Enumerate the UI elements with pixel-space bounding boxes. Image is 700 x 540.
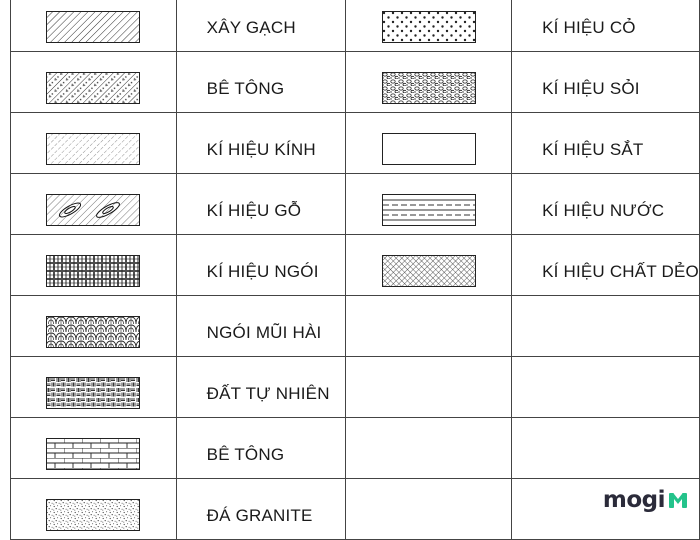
table-row <box>11 113 700 174</box>
mogi-logo <box>603 487 688 513</box>
wood-hatch-icon <box>46 194 140 226</box>
legend-label: KÍ HIỆU CHẤT DẺO <box>542 262 699 281</box>
empty-cell <box>346 418 512 479</box>
hatch-legend-table <box>10 0 700 540</box>
empty-cell <box>512 296 700 357</box>
empty-cell <box>346 357 512 418</box>
plastic-hatch-icon <box>382 255 476 287</box>
table-row <box>11 235 700 296</box>
legend-label: XÂY GẠCH <box>206 18 296 37</box>
legend-label: BÊ TÔNG <box>206 445 285 464</box>
glass-hatch-icon <box>46 133 140 165</box>
fish-scale-tile-hatch-icon <box>46 316 140 348</box>
steel-hatch-icon <box>382 133 476 165</box>
block-hatch-icon <box>46 438 140 470</box>
legend-label: KÍ HIỆU SỎI <box>542 79 640 98</box>
legend-label: KÍ HIỆU NƯỚC <box>542 201 665 220</box>
table-row <box>11 174 700 235</box>
empty-cell <box>346 296 512 357</box>
empty-cell <box>346 479 512 540</box>
roof-tile-hatch-icon <box>46 255 140 287</box>
table-row <box>11 0 700 52</box>
logo-text: mogi <box>602 487 665 513</box>
brick-hatch-icon <box>46 11 140 43</box>
logo-mark-icon <box>668 490 688 510</box>
granite-hatch-icon <box>46 499 140 531</box>
legend-label: KÍ HIỆU SẮT <box>542 140 644 159</box>
legend-label: KÍ HIỆU CỎ <box>542 18 636 37</box>
legend-label: BÊ TÔNG <box>206 79 285 98</box>
empty-cell <box>512 418 700 479</box>
concrete-hatch-icon <box>46 72 140 104</box>
legend-label: ĐÁ GRANITE <box>206 506 313 525</box>
table-row <box>11 357 700 418</box>
legend-label: NGÓI MŨI HÀI <box>206 323 322 342</box>
legend-label: KÍ HIỆU NGÓI <box>206 262 319 281</box>
table-row <box>11 418 700 479</box>
legend-label: KÍ HIỆU GỖ <box>206 201 302 220</box>
legend-label: ĐẤT TỰ NHIÊN <box>206 384 330 403</box>
table-row <box>11 479 700 540</box>
legend-label: KÍ HIỆU KÍNH <box>206 140 316 159</box>
empty-cell <box>512 357 700 418</box>
grass-hatch-icon <box>382 11 476 43</box>
natural-earth-hatch-icon <box>46 377 140 409</box>
water-hatch-icon <box>382 194 476 226</box>
table-row <box>11 52 700 113</box>
table-row <box>11 296 700 357</box>
gravel-hatch-icon <box>382 72 476 104</box>
